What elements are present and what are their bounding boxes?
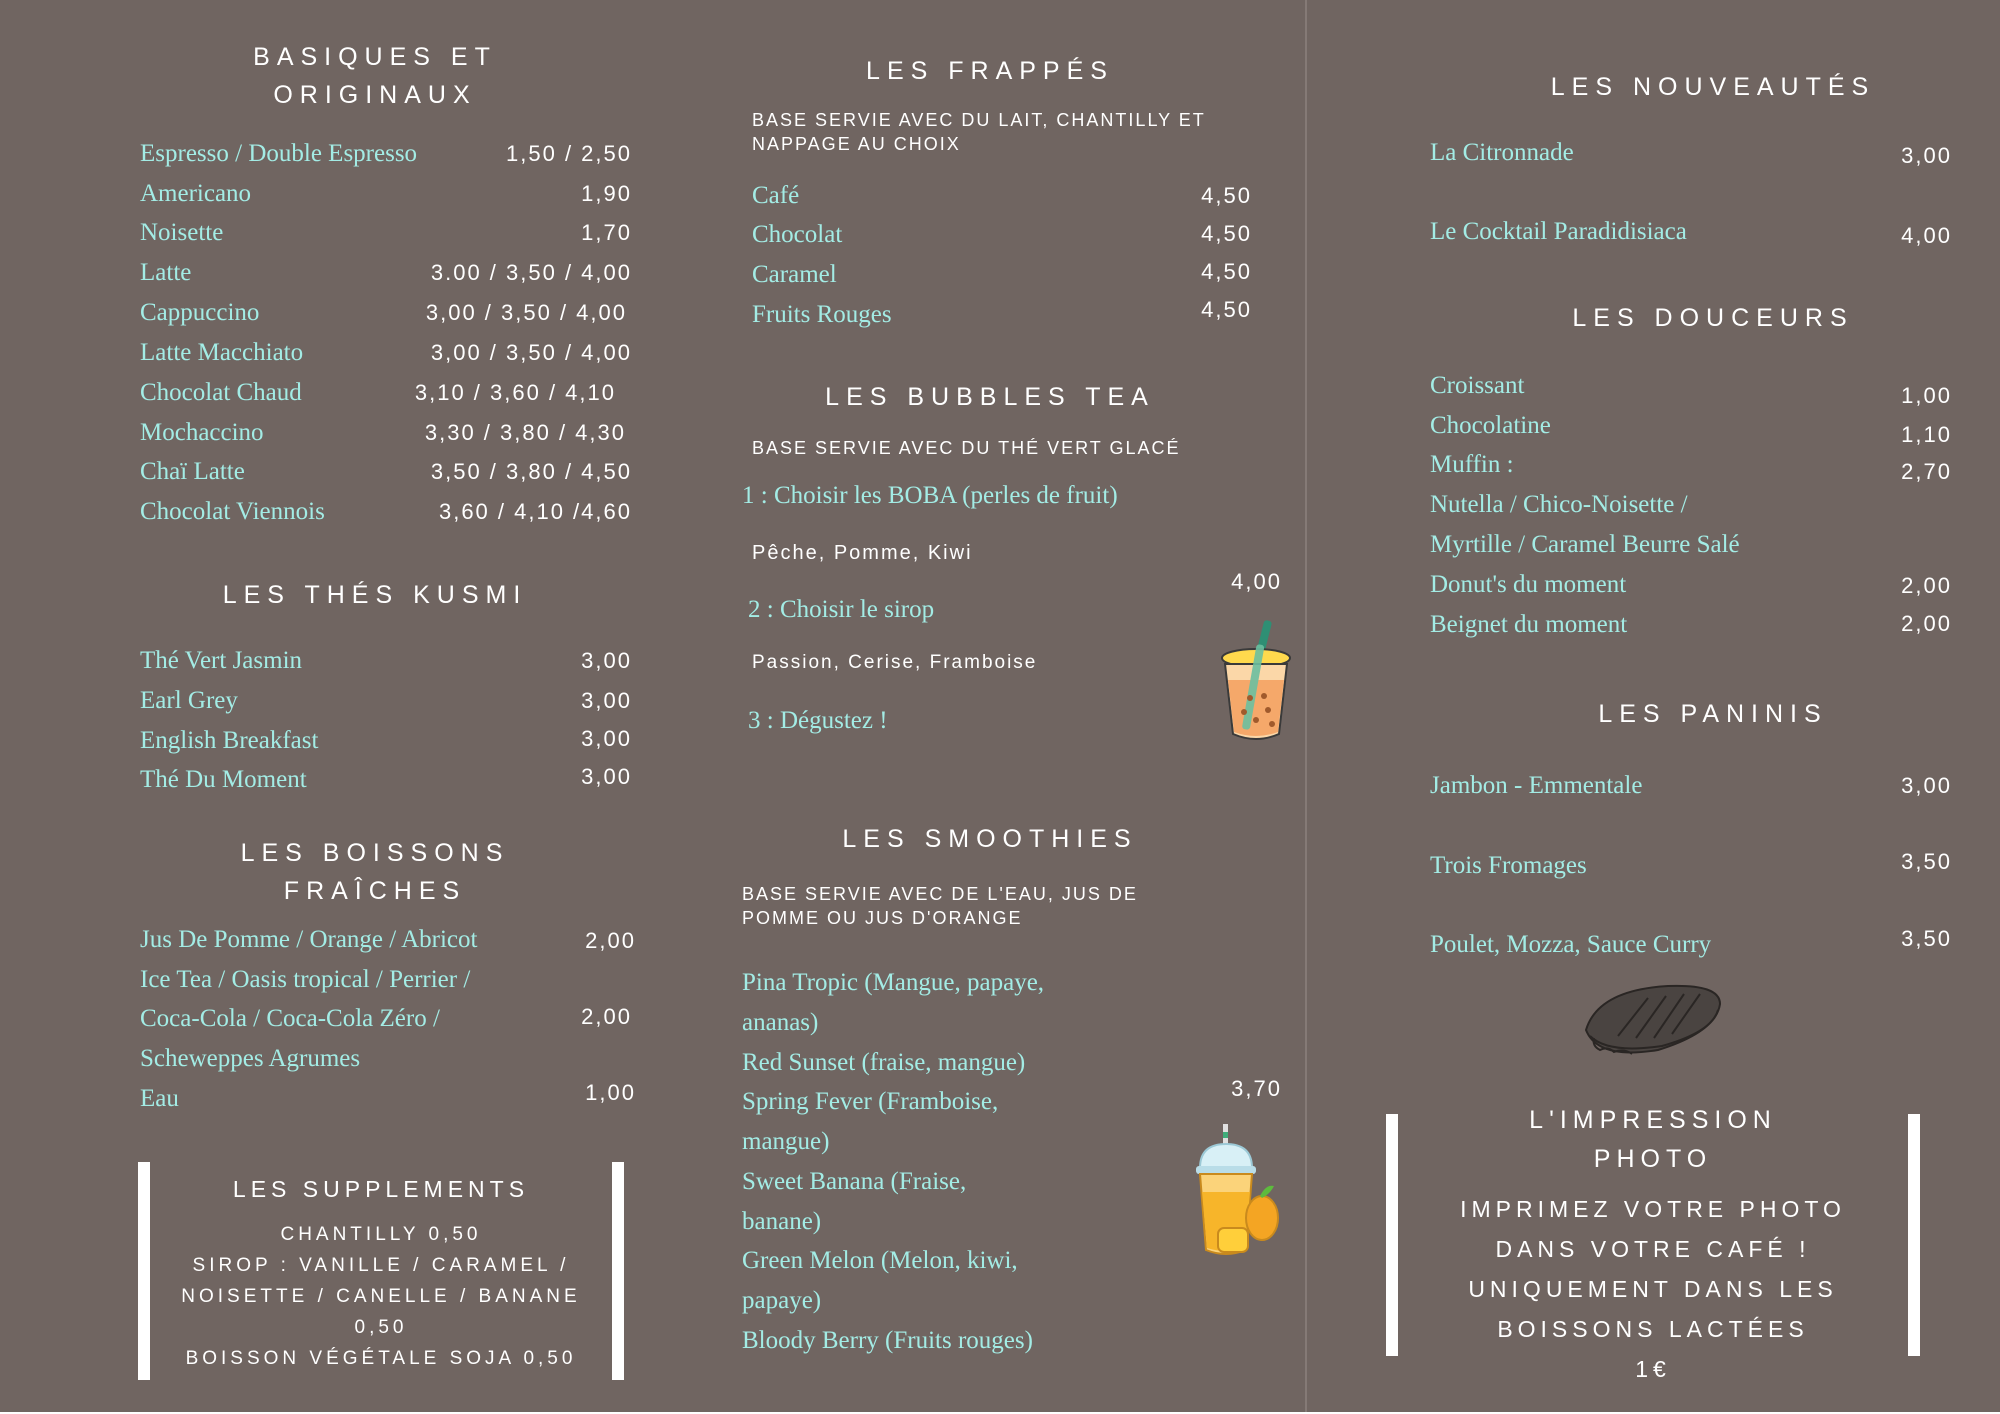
item-name: Earl Grey: [140, 687, 238, 714]
section-title-bubbles: LES BUBBLES TEA: [825, 383, 1155, 411]
section-title-nouveautes: LES NOUVEAUTÉS: [1550, 73, 1876, 101]
item-name: Le Cocktail Paradidisiaca: [1430, 218, 1687, 245]
list-line: banane): [742, 1208, 822, 1235]
list-line: Beignet du moment: [1430, 611, 1628, 638]
box-right-bar: [1908, 1114, 1920, 1356]
item-price: 2,00: [585, 928, 636, 953]
fold-divider: [1305, 0, 1307, 1412]
list-line: Donut's du moment: [1430, 571, 1627, 598]
item-name: Espresso / Double Espresso: [140, 140, 418, 167]
item-name: Fruits Rouges: [752, 301, 892, 328]
smoothies-price: 3,70: [1231, 1076, 1282, 1101]
item-name: Chocolat: [752, 221, 843, 248]
item-price: 1,50 / 2,50: [506, 141, 632, 166]
list-line: Red Sunset (fraise, mangue): [742, 1049, 1026, 1076]
item-price: 2,00: [1901, 573, 1952, 598]
item-price: 3,00: [1901, 143, 1952, 168]
list-line: papaye): [742, 1287, 822, 1314]
section-title-smoothies: LES SMOOTHIES: [842, 825, 1138, 853]
item-price: 3.00 / 3,50 / 4,00: [430, 260, 632, 285]
frappes-subtitle: BASE SERVIE AVEC DU LAIT, CHANTILLY ET NAPPAGE AU CHOIX: [752, 110, 1206, 154]
item-price: 3,00: [581, 764, 632, 789]
list-line: Spring Fever (Framboise,: [742, 1088, 999, 1115]
item-name: La Citronnade: [1430, 139, 1574, 166]
item-name: Thé Vert Jasmin: [140, 647, 303, 674]
panini-icon: [1578, 980, 1728, 1060]
item-price: 1,00: [585, 1080, 636, 1105]
smoothies-subtitle: BASE SERVIE AVEC DE L'EAU, JUS DE POMME OU JUS D'ORANGE: [742, 884, 1138, 928]
item-price: 3,00: [581, 648, 632, 673]
list-line: Jus De Pomme / Orange / Abricot: [140, 926, 478, 953]
item-price: 4,50: [1201, 259, 1252, 284]
item-price: 2,00: [1901, 611, 1952, 636]
list-line: Nutella / Chico-Noisette /: [1430, 491, 1688, 518]
box-left-bar: [138, 1162, 150, 1380]
item-name: Latte: [140, 259, 192, 286]
item-name: Café: [752, 182, 800, 209]
item-name: Poulet, Mozza, Sauce Curry: [1430, 931, 1712, 958]
item-name: Chocolat Viennois: [140, 498, 325, 525]
item-price: 3,00 / 3,50 / 4,00: [425, 300, 627, 325]
item-price: 3,10 / 3,60 / 4,10: [414, 380, 616, 405]
item-price: 3,60 / 4,10 /4,60: [438, 499, 632, 524]
item-name: Noisette: [140, 219, 224, 246]
list-line: Myrtille / Caramel Beurre Salé: [1430, 531, 1740, 558]
item-price: 2,00: [581, 1004, 632, 1029]
list-line: Eau: [140, 1085, 179, 1112]
item-name: Chocolat Chaud: [140, 379, 302, 406]
item-price: 3,00 / 3,50 / 4,00: [430, 340, 632, 365]
bubbles-step-1-options: Pêche, Pomme, Kiwi: [752, 542, 973, 564]
item-price: 1,10: [1901, 422, 1952, 447]
list-line: Green Melon (Melon, kiwi,: [742, 1247, 1018, 1274]
list-line: Sweet Banana (Fraise,: [742, 1168, 967, 1195]
bubbles-step-3: 3 : Dégustez !: [748, 707, 888, 734]
bubbles-price: 4,00: [1231, 569, 1282, 594]
item-price: 1,70: [581, 220, 632, 245]
bubbles-step-2: 2 : Choisir le sirop: [748, 596, 935, 623]
bubbles-step-1: 1 : Choisir les BOBA (perles de fruit): [742, 482, 1118, 509]
item-price: 3,30 / 3,80 / 4,30: [424, 420, 626, 445]
item-price: 2,70: [1901, 459, 1952, 484]
section-title-douceurs: LES DOUCEURS: [1572, 304, 1854, 332]
list-line: Pina Tropic (Mangue, papaye,: [742, 969, 1045, 996]
item-name: Chaï Latte: [140, 458, 245, 485]
item-name: Trois Fromages: [1430, 852, 1587, 879]
item-name: Caramel: [752, 261, 837, 288]
item-name: Jambon - Emmentale: [1430, 772, 1643, 799]
item-price: 4,50: [1201, 297, 1252, 322]
bubbles-subtitle: BASE SERVIE AVEC DU THÉ VERT GLACÉ: [752, 438, 1181, 458]
item-price: 1,00: [1901, 383, 1952, 408]
list-line: Coca-Cola / Coca-Cola Zéro /: [140, 1005, 440, 1032]
box-left-bar: [1386, 1114, 1398, 1356]
section-title-boissons: LES BOISSONS FRAÎCHES: [240, 839, 510, 905]
list-line: Ice Tea / Oasis tropical / Perrier /: [140, 966, 471, 993]
supplements-title: LES SUPPLEMENTS: [232, 1176, 530, 1202]
bubbles-step-2-options: Passion, Cerise, Framboise: [752, 652, 1038, 673]
section-title-thes: LES THÉS KUSMI: [222, 581, 528, 609]
smoothie-cup-icon: [1190, 1122, 1280, 1262]
item-price: 1,90: [581, 181, 632, 206]
supplements-text: CHANTILLY 0,50 SIROP : VANILLE / CARAMEL / NOISETTE / CANELLE / BANANE 0,50 BOISSON VÉGÉTALE SOJA 0,50: [181, 1224, 581, 1369]
item-name: Mochaccino: [140, 419, 264, 446]
item-name: English Breakfast: [140, 727, 319, 754]
list-line: Scheweppes Agrumes: [140, 1045, 361, 1072]
section-title-basiques: BASIQUES ET ORIGINAUX: [253, 43, 497, 109]
item-price: 3,50: [1901, 849, 1952, 874]
item-price: 4,50: [1201, 183, 1252, 208]
list-line: Muffin :: [1430, 451, 1514, 478]
item-price: 3,00: [581, 688, 632, 713]
section-title-frappes: LES FRAPPÉS: [866, 57, 1114, 85]
item-name: Latte Macchiato: [140, 339, 304, 366]
item-price: 3,00: [1901, 773, 1952, 798]
impression-text: IMPRIMEZ VOTRE PHOTO DANS VOTRE CAFÉ ! UNIQUEMENT DANS LES BOISSONS LACTÉES 1€: [1460, 1196, 1846, 1382]
list-line: Bloody Berry (Fruits rouges): [742, 1327, 1033, 1354]
list-line: mangue): [742, 1128, 830, 1155]
list-line: Croissant: [1430, 372, 1525, 399]
list-line: Chocolatine: [1430, 412, 1551, 439]
section-title-paninis: LES PANINIS: [1598, 700, 1828, 728]
item-price: 3,50: [1901, 926, 1952, 951]
box-right-bar: [612, 1162, 624, 1380]
item-price: 3,00: [581, 726, 632, 751]
item-price: 3,50 / 3,80 / 4,50: [430, 459, 632, 484]
item-name: Cappuccino: [140, 299, 260, 326]
item-price: 4,50: [1201, 221, 1252, 246]
impression-title: L'IMPRESSION PHOTO: [1529, 1106, 1777, 1173]
item-name: Thé Du Moment: [140, 766, 307, 793]
item-price: 4,00: [1901, 223, 1952, 248]
list-line: ananas): [742, 1009, 819, 1036]
bubble-tea-cup-icon: [1216, 618, 1296, 746]
item-name: Americano: [140, 180, 252, 207]
